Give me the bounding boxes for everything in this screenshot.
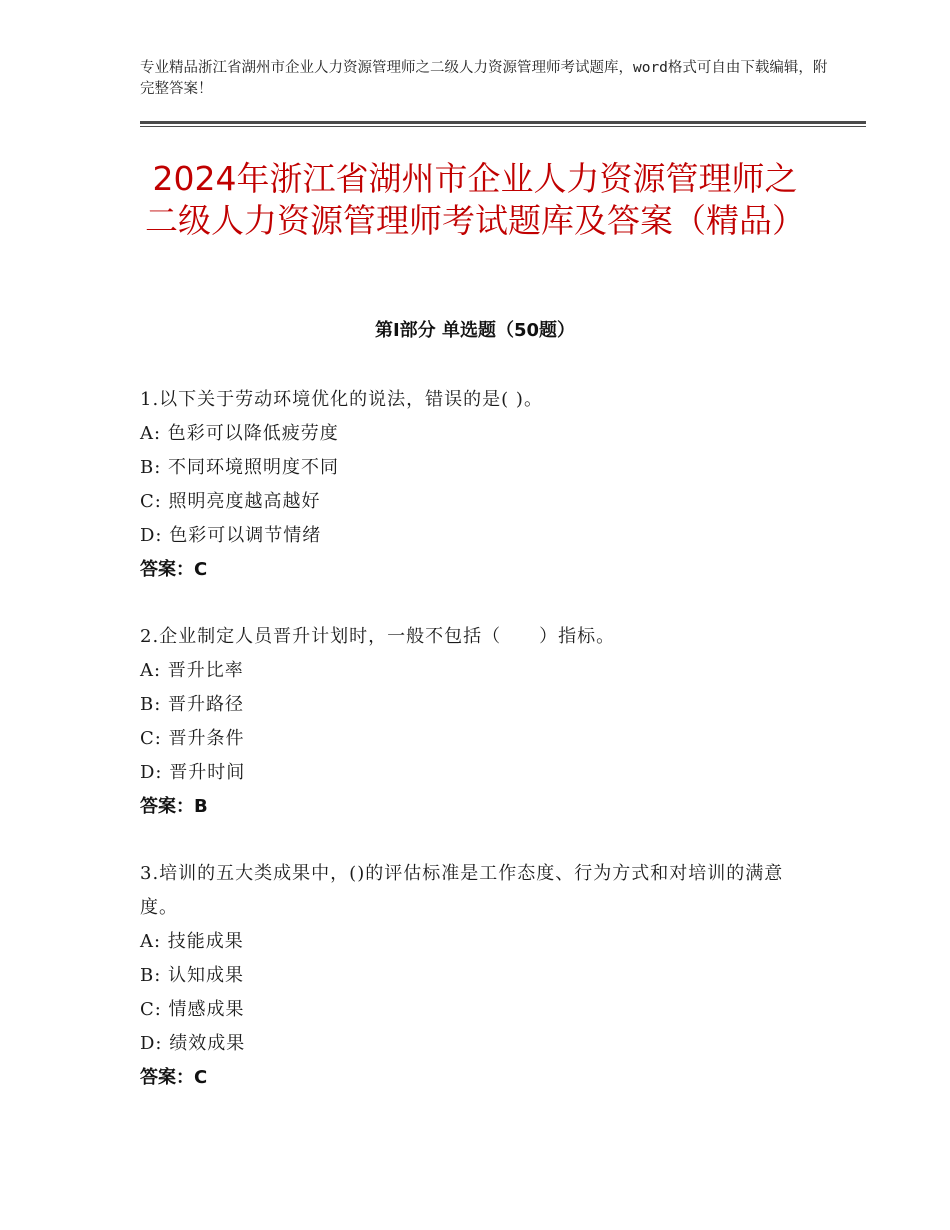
option-a: A: 技能成果 [140,931,244,952]
answer-label: 答案：C [140,1067,208,1088]
option-d: D: 色彩可以调节情绪 [140,525,322,546]
question-stem: 3.培训的五大类成果中，()的评估标准是工作态度、行为方式和对培训的满意度。 [140,863,784,918]
question-item [140,383,820,587]
option-a: A: 晋升比率 [140,660,244,681]
option-d: D: 绩效成果 [140,1033,246,1054]
header-rule-thin [140,126,866,127]
header-rule-thick [140,121,866,124]
option-a: A: 色彩可以降低疲劳度 [140,423,339,444]
section-title: 第Ⅰ部分 单选题（50题） [374,320,575,341]
answer-label: 答案：C [140,559,208,580]
document-title: 2024年浙江省湖州市企业人力资源管理师之二级人力资源管理师考试题库及答案（精品） [145,159,805,240]
question-list [140,383,820,1128]
option-d: D: 晋升时间 [140,762,246,783]
option-b: B: 认知成果 [140,965,245,986]
question-stem: 1.以下关于劳动环境优化的说法，错误的是( )。 [140,389,543,410]
option-c: C: 照明亮度越高越好 [140,491,321,512]
answer-label: 答案：B [140,796,208,817]
question-stem: 2.企业制定人员晋升计划时，一般不包括（ ）指标。 [140,626,616,647]
header-note: 专业精品浙江省湖州市企业人力资源管理师之二级人力资源管理师考试题库，word格式可自由下载编辑，附完整答案！ [140,60,828,97]
option-b: B: 晋升路径 [140,694,245,715]
option-c: C: 晋升条件 [140,728,245,749]
option-c: C: 情感成果 [140,999,245,1020]
question-item [140,620,820,824]
question-item [140,857,820,1095]
option-b: B: 不同环境照明度不同 [140,457,340,478]
